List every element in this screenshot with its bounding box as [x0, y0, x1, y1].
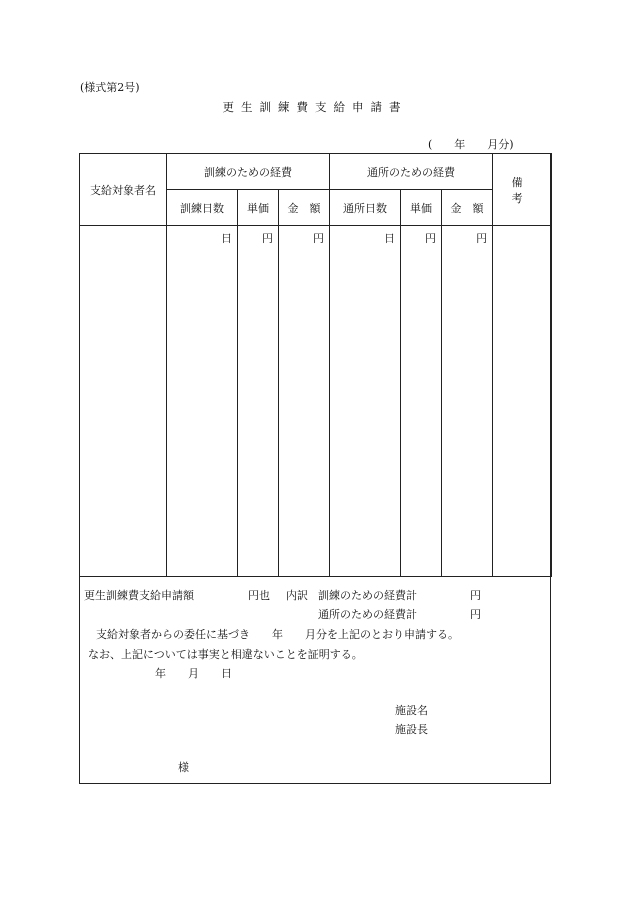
recipient-name-cell[interactable]: [80, 226, 167, 577]
training-total-yen: 円: [470, 589, 481, 602]
commute-amount-header: 金 額: [442, 190, 493, 226]
training-amount-header: 金 額: [279, 190, 330, 226]
commute-days-cell[interactable]: [330, 226, 401, 577]
document-title: 更生訓練費支給申請書: [222, 100, 408, 114]
unit-yen-label: 円: [262, 232, 273, 245]
statement-line-2: なお、上記については事実と相違ないことを証明する。: [88, 648, 363, 661]
training-unit-price-cell[interactable]: [238, 226, 279, 577]
unit-yen-label: 円: [425, 232, 437, 245]
training-expense-header: 訓練のための経費: [167, 154, 330, 190]
commute-days-header: 通所日数: [330, 190, 401, 226]
commute-expense-header: 通所のための経費: [330, 154, 493, 190]
commute-total-label: 通所のための経費計: [318, 608, 417, 621]
statement-line-1: 支給対象者からの委任に基づき 年 月分を上記のとおり申請する。: [96, 628, 459, 641]
application-amount-label: 更生訓練費支給申請額: [84, 589, 194, 602]
commute-unit-price-cell[interactable]: [401, 226, 442, 577]
period-label: ( 年 月分): [428, 138, 514, 151]
commute-total-yen: 円: [470, 608, 481, 621]
honorific-label: 様: [178, 761, 189, 774]
commute-amount-cell[interactable]: [442, 226, 493, 577]
training-days-header: 訓練日数: [167, 190, 238, 226]
breakdown-label: 内訳: [286, 589, 308, 602]
unit-day-label: 日: [221, 232, 232, 245]
remarks-cell[interactable]: [493, 226, 552, 577]
unit-day-label: 日: [384, 232, 396, 245]
facility-name-label: 施設名: [395, 704, 428, 717]
remarks-header: 備考: [493, 154, 552, 226]
recipient-name-header: 支給対象者名: [80, 154, 167, 226]
training-unit-price-header: 単価: [238, 190, 279, 226]
training-days-cell[interactable]: [167, 226, 238, 577]
unit-yen-label: 円: [313, 232, 325, 245]
yen-nari-label: 円也: [248, 589, 270, 602]
training-amount-cell[interactable]: [279, 226, 330, 577]
training-total-label: 訓練のための経費計: [318, 589, 417, 602]
date-line: 年 月 日: [155, 667, 232, 680]
unit-yen-label: 円: [476, 232, 488, 245]
form-number: (様式第2号): [80, 81, 140, 94]
expense-table: [79, 153, 552, 577]
facility-head-label: 施設長: [395, 723, 428, 736]
commute-unit-price-header: 単価: [401, 190, 442, 226]
